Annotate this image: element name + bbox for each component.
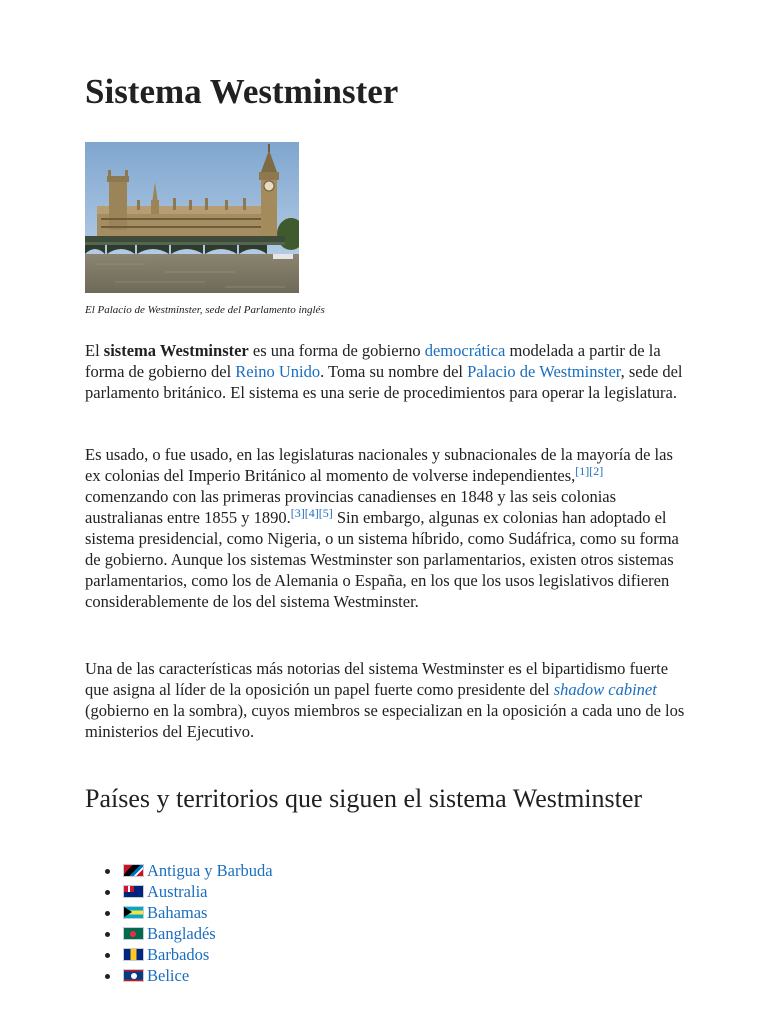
australia-flag-icon bbox=[123, 885, 144, 898]
p1-bold-term: sistema Westminster bbox=[103, 341, 249, 360]
link-reino-unido[interactable]: Reino Unido bbox=[235, 362, 321, 381]
country-link[interactable]: Belice bbox=[147, 966, 190, 985]
barbados-flag-icon bbox=[123, 948, 144, 961]
country-link[interactable]: Barbados bbox=[147, 945, 210, 964]
p2-text-2: comenzando con las primeras provincias canadienses en 1848 y las seis colonias australianas entre 1855 y 1890. bbox=[85, 487, 617, 527]
list-item bbox=[85, 902, 273, 923]
list-item bbox=[85, 860, 273, 881]
p1-text-3: modelada a partir de la forma de gobierno del bbox=[85, 341, 661, 381]
section-heading: Países y territorios que siguen el sistema Westminster bbox=[85, 784, 643, 813]
intro-paragraph bbox=[85, 340, 689, 403]
country-link[interactable]: Antigua y Barbuda bbox=[147, 861, 273, 880]
list-item bbox=[85, 881, 273, 902]
reference-3-link[interactable]: [3] bbox=[290, 506, 305, 520]
reference-1-link[interactable]: [1] bbox=[575, 464, 590, 478]
list-item bbox=[85, 944, 273, 965]
p1-text-4: . Toma su nombre del bbox=[320, 362, 468, 381]
link-shadow-cabinet[interactable] bbox=[554, 680, 657, 699]
bangladesh-flag-icon bbox=[123, 927, 144, 940]
p1-text-2: es una forma de gobierno bbox=[248, 341, 425, 360]
palace-image-illustration bbox=[85, 142, 299, 293]
list-item bbox=[85, 965, 273, 986]
list-item bbox=[85, 923, 273, 944]
p2-text-1: Es usado, o fue usado, en las legislaturas nacionales y subnacionales de la mayoría de las ex colonias del Imperio Británico al momento de volverse independientes, bbox=[85, 445, 673, 485]
belize-flag-icon bbox=[123, 969, 144, 982]
history-paragraph bbox=[85, 444, 689, 612]
shadow-cabinet-label: shadow cabinet bbox=[553, 680, 657, 699]
palace-of-westminster-image[interactable] bbox=[85, 142, 299, 293]
opposition-paragraph bbox=[85, 658, 689, 742]
link-democratica[interactable]: democrática bbox=[424, 341, 506, 360]
image-caption: El Palacio de Westminster, sede del Parlamento inglés bbox=[85, 304, 325, 316]
p2-text-3: Sin embargo, algunas ex colonias han adoptado el sistema presidencial, como Nigeria, o un sistema híbrido, como Sudáfrica, como su forma de gobierno. Aunque los sistemas Westminster son parlamentarios, existen otros sistemas parlamentarios, como los de Alemania o España, en los que los usos legislativos difieren considerablemente de los del sistema Westminster. bbox=[85, 508, 679, 611]
countries-list bbox=[85, 860, 273, 986]
link-palacio-de-westminster[interactable]: Palacio de Westminster bbox=[467, 362, 621, 381]
p1-text-1: El bbox=[85, 341, 104, 360]
bahamas-flag-icon bbox=[123, 906, 144, 919]
p3-text-2: (gobierno en la sombra), cuyos miembros se especializan en la oposición a cada uno de los ministerios del Ejecutivo. bbox=[85, 701, 685, 741]
country-link[interactable]: Bangladés bbox=[147, 924, 216, 943]
page-title: Sistema Westminster bbox=[85, 72, 399, 111]
p3-text-1: Una de las características más notorias del sistema Westminster es el bipartidismo fuerte que asigna al líder de la oposición un papel fuerte como presidente del bbox=[85, 659, 669, 699]
reference-5-link[interactable]: [5] bbox=[318, 506, 333, 520]
country-link[interactable]: Bahamas bbox=[147, 903, 208, 922]
reference-4-link[interactable]: [4] bbox=[304, 506, 319, 520]
country-link[interactable]: Australia bbox=[147, 882, 208, 901]
p1-text-5: , sede del parlamento británico. El sistema es una serie de procedimientos para operar la legislatura. bbox=[85, 362, 683, 402]
reference-2-link[interactable]: [2] bbox=[589, 464, 604, 478]
antigua-flag-icon bbox=[123, 864, 144, 877]
